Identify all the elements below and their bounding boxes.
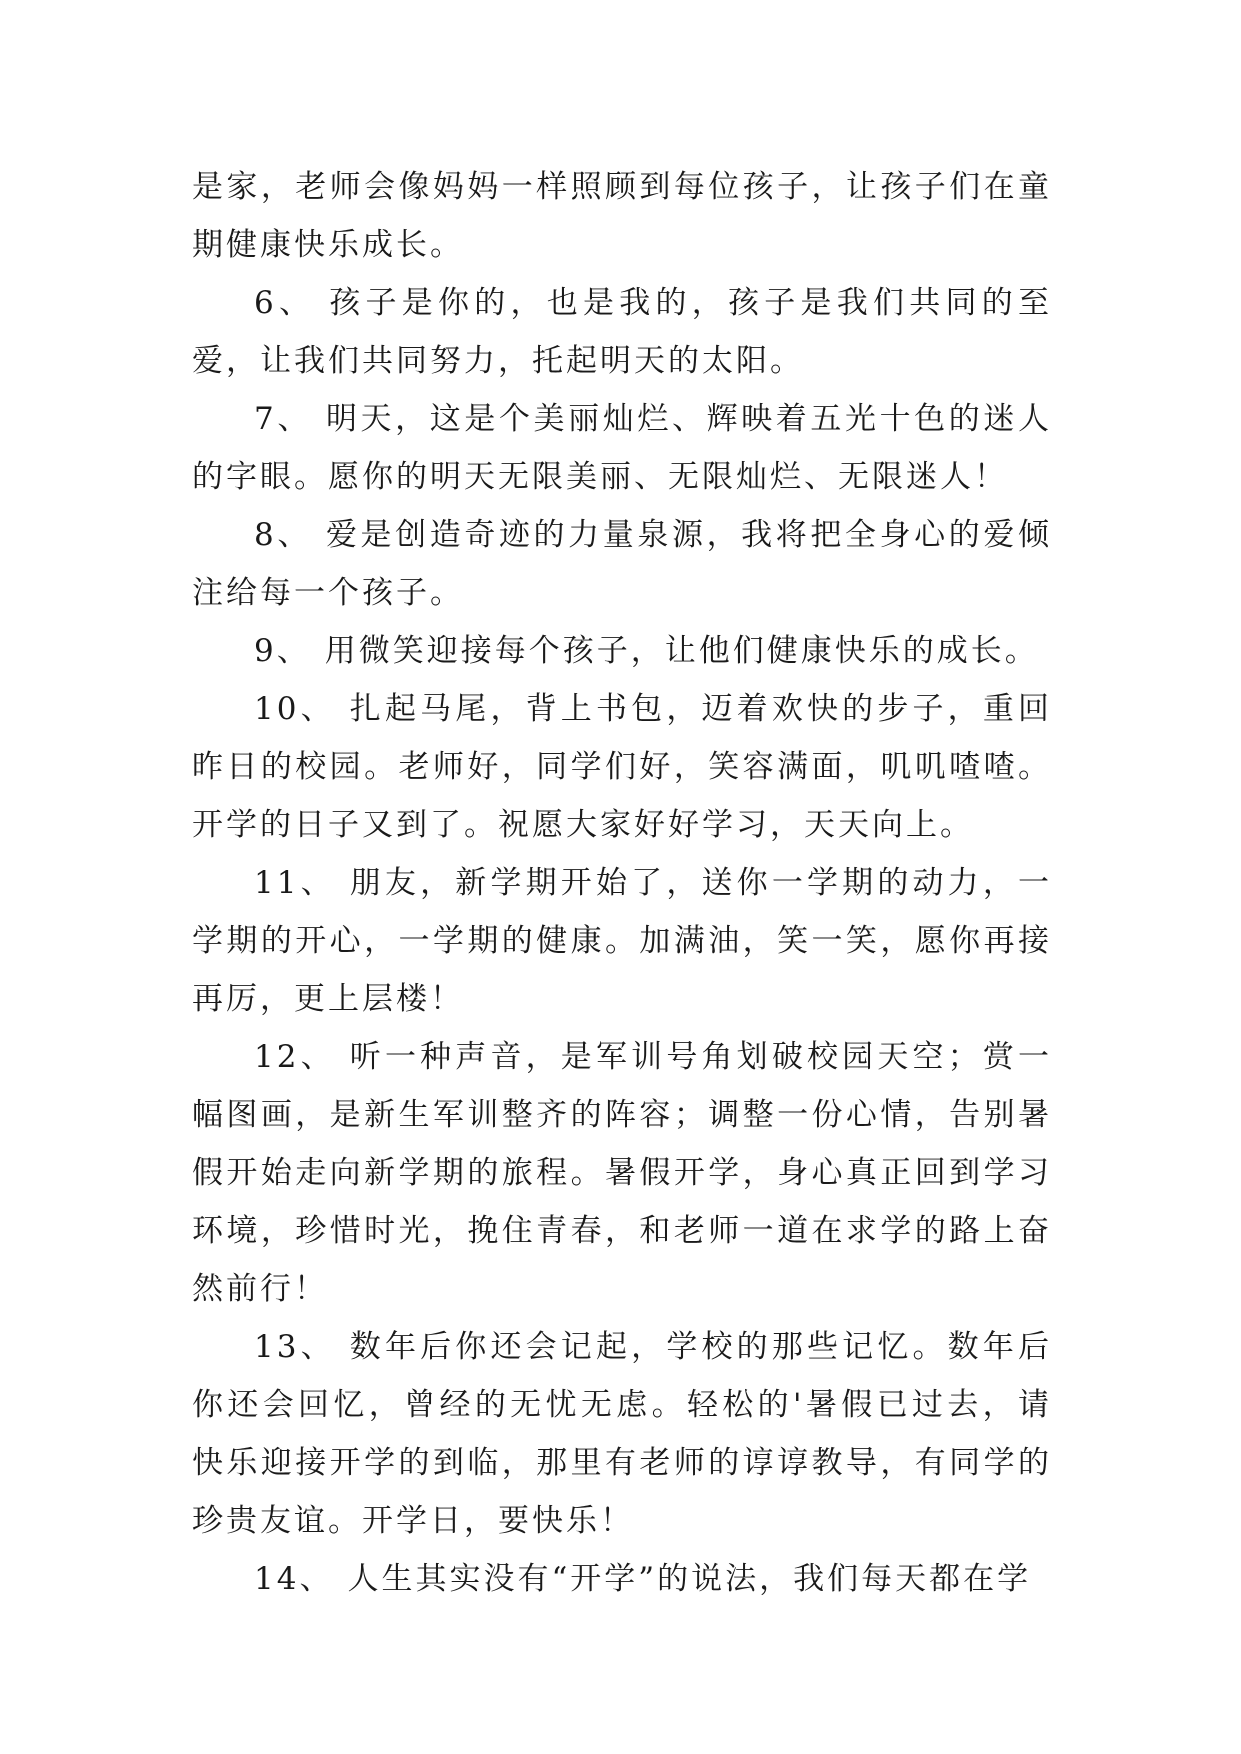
paragraph-text: 用微笑迎接每个孩子，让他们健康快乐的成长。	[324, 633, 1039, 669]
paragraph-10	[192, 680, 1052, 854]
paragraph-number: 9、	[254, 633, 311, 669]
paragraph-5-continuation	[192, 158, 1052, 274]
paragraph-number: 10、	[254, 691, 336, 727]
paragraph-number: 6、	[254, 285, 316, 321]
paragraph-14	[192, 1550, 1052, 1608]
paragraph-11	[192, 854, 1052, 1028]
paragraph-number: 11、	[254, 865, 336, 901]
paragraph-13	[192, 1318, 1052, 1550]
paragraph-text: 孩子是你的，也是我的，孩子是我们共同的至爱，让我们共同努力，托起明天的太阳。	[192, 285, 1052, 379]
paragraph-text: 数年后你还会记起，学校的那些记忆。数年后你还会回忆，曾经的无忧无虑。轻松的'暑假已过去，请快乐迎接开学的到临，那里有老师的谆谆教导，有同学的珍贵友谊。开学日，要快乐！	[192, 1329, 1053, 1539]
paragraph-6	[192, 274, 1052, 390]
paragraph-8	[192, 506, 1052, 622]
paragraph-text: 朋友，新学期开始了，送你一学期的动力，一学期的开心，一学期的健康。加满油，笑一笑，愿你再接再厉，更上层楼！	[192, 865, 1053, 1017]
paragraph-number: 7、	[254, 401, 312, 437]
paragraph-text: 人生其实没有“开学”的说法，我们每天都在学	[347, 1561, 1032, 1597]
paragraph-number: 12、	[254, 1039, 336, 1075]
paragraph-number: 14、	[254, 1561, 334, 1597]
paragraph-12	[192, 1028, 1052, 1318]
document-body	[192, 158, 1052, 1608]
paragraph-text: 听一种声音，是军训号角划破校园天空；赏一幅图画，是新生军训整齐的阵容；调整一份心情，告别暑假开始走向新学期的旅程。暑假开学，身心真正回到学习环境，珍惜时光，挽住青春，和老师一道在求学的路上奋然前行！	[192, 1039, 1053, 1307]
paragraph-text: 明天，这是个美丽灿烂、辉映着五光十色的迷人的字眼。愿你的明天无限美丽、无限灿烂、无限迷人！	[192, 401, 1052, 495]
paragraph-number: 8、	[254, 517, 312, 553]
paragraph-text: 爱是创造奇迹的力量泉源，我将把全身心的爱倾注给每一个孩子。	[192, 517, 1052, 611]
paragraph-text: 是家，老师会像妈妈一样照顾到每位孩子，让孩子们在童期健康快乐成长。	[192, 169, 1052, 263]
paragraph-7	[192, 390, 1052, 506]
paragraph-text: 扎起马尾，背上书包，迈着欢快的步子，重回昨日的校园。老师好，同学们好，笑容满面，叽叽喳喳。开学的日子又到了。祝愿大家好好学习，天天向上。	[192, 691, 1053, 843]
paragraph-9	[192, 622, 1052, 680]
paragraph-number: 13、	[254, 1329, 336, 1365]
